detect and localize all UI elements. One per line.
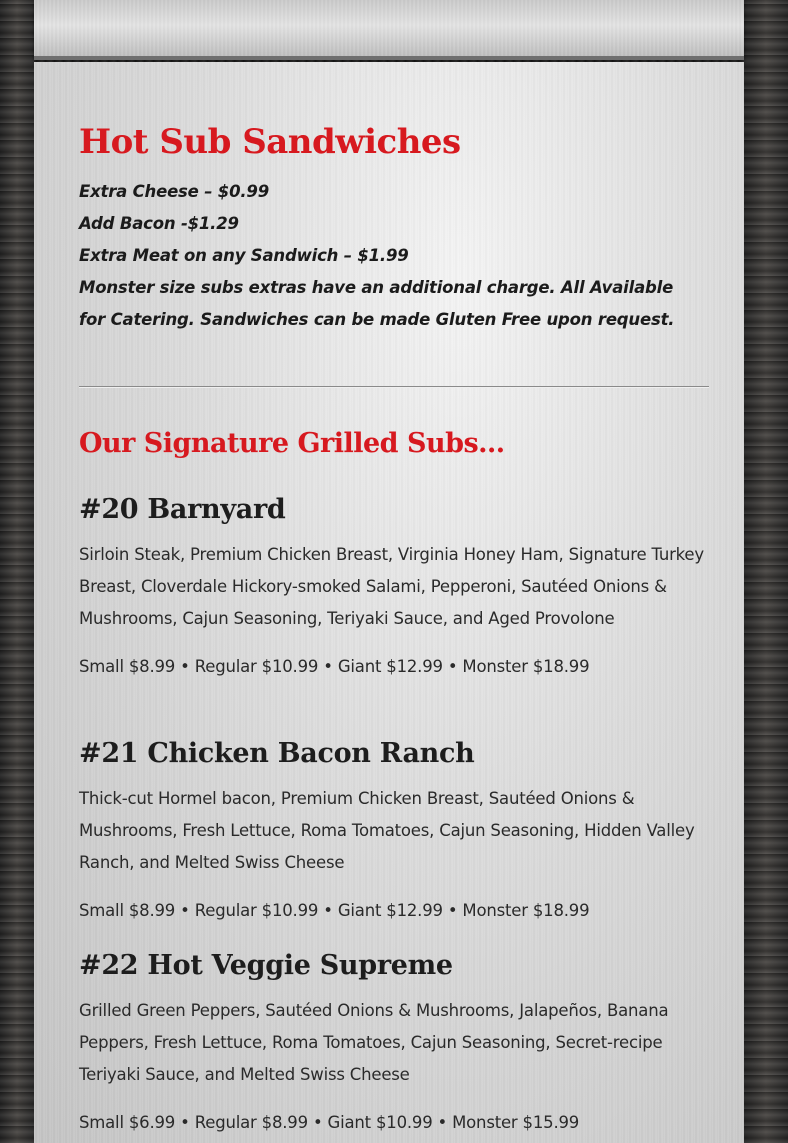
section-title: Hot Sub Sandwiches [79,122,461,162]
menu-item-hot-veggie-supreme [79,950,711,1139]
wood-background-right [744,0,788,1143]
header-metal-strip [34,0,744,60]
extra-item: Extra Cheese – $0.99 [79,182,269,201]
signature-title: Our Signature Grilled Subs… [79,428,505,459]
extras-list [79,176,689,336]
extra-item: Extra Meat on any Sandwich – $1.99 [79,246,409,265]
item-prices: Small $8.99 • Regular $10.99 • Giant $12.99 • Monster $18.99 [79,657,590,676]
item-prices: Small $6.99 • Regular $8.99 • Giant $10.99 • Monster $15.99 [79,1113,580,1132]
item-name: #20 Barnyard [79,494,286,525]
item-description: Sirloin Steak, Premium Chicken Breast, Virginia Honey Ham, Signature Turkey Breast, Cloverdale Hickory-smoked Salami, Pepperoni, Sautéed Onions & Mushrooms, Cajun Seasoning, Teriyaki Sauce, and Aged Provolone [79,545,704,628]
item-description: Thick-cut Hormel bacon, Premium Chicken Breast, Sautéed Onions & Mushrooms, Fresh Lettuce, Roma Tomatoes, Cajun Seasoning, Hidden Valley Ranch, and Melted Swiss Cheese [79,789,695,872]
wood-background-left [0,0,34,1143]
extras-note: Monster size subs extras have an additional charge. All Available for Catering. Sandwiches can be made Gluten Free upon request. [79,278,675,329]
item-prices: Small $8.99 • Regular $10.99 • Giant $12.99 • Monster $18.99 [79,901,590,920]
menu-panel [34,62,744,1143]
item-description: Grilled Green Peppers, Sautéed Onions & Mushrooms, Jalapeños, Banana Peppers, Fresh Lettuce, Roma Tomatoes, Cajun Seasoning, Secret-recipe Teriyaki Sauce, and Melted Swiss Cheese [79,1001,669,1084]
menu-item-chicken-bacon-ranch [79,738,711,927]
item-name: #21 Chicken Bacon Ranch [79,738,475,769]
extra-item: Add Bacon -$1.29 [79,214,239,233]
section-divider [79,386,709,388]
menu-item-barnyard [79,494,711,683]
item-name: #22 Hot Veggie Supreme [79,950,453,981]
